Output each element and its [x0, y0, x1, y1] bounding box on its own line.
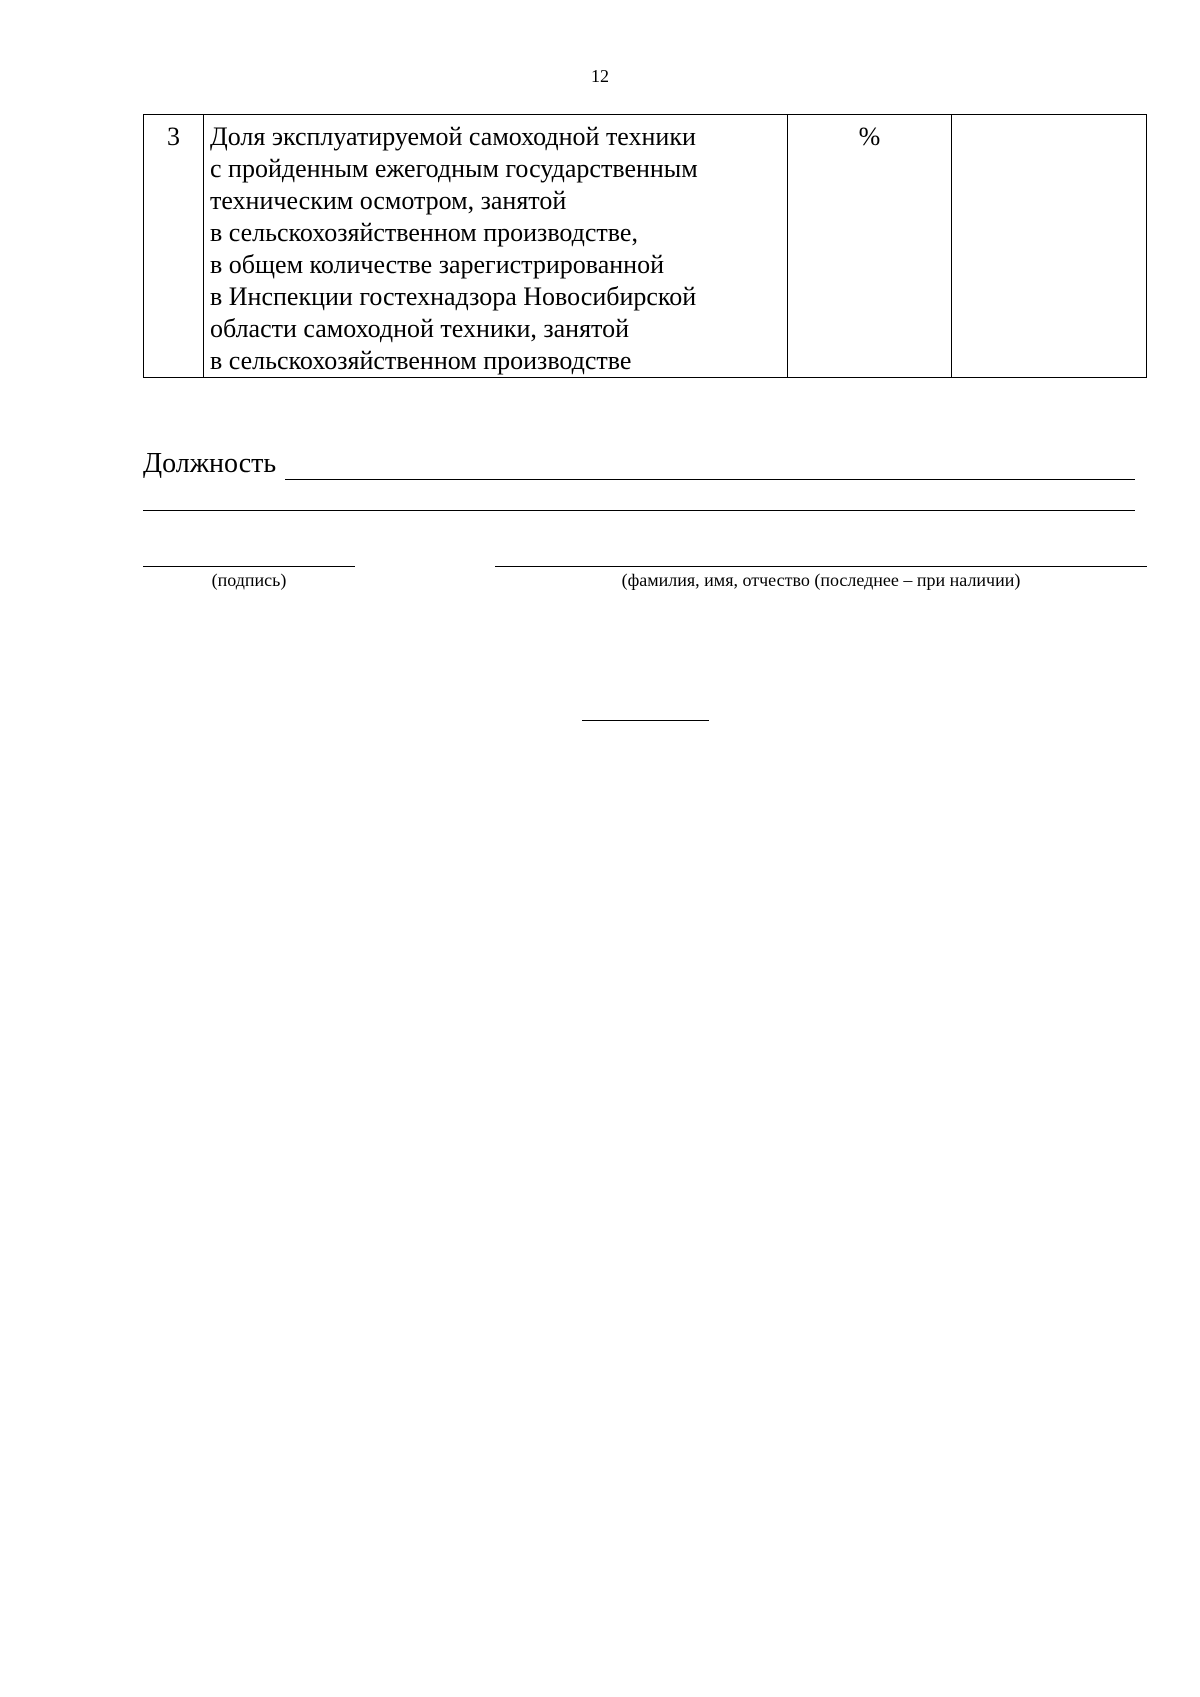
page-number: 12	[591, 66, 609, 86]
description-line: в сельскохозяйственном производстве	[210, 346, 632, 375]
description-line: с пройденным ежегодным государственным	[210, 154, 698, 183]
end-of-document-rule	[582, 720, 709, 721]
description-line: в общем количестве зарегистрированной	[210, 250, 664, 279]
description-line: в сельскохозяйственном производстве,	[210, 218, 638, 247]
signature-underline	[143, 566, 355, 567]
description-line: Доля эксплуатируемой самоходной техники	[210, 122, 696, 151]
description-line: области самоходной техники, занятой	[210, 314, 629, 343]
row-number: 3	[144, 115, 204, 378]
indicator-table	[143, 114, 1147, 378]
description-line: техническим осмотром, занятой	[210, 186, 567, 215]
position-label: Должность	[143, 448, 277, 479]
signature-caption: (подпись)	[211, 570, 287, 590]
position-underline-continued	[143, 510, 1135, 511]
row-value	[952, 115, 1147, 378]
fullname-underline	[495, 566, 1147, 567]
position-underline	[285, 479, 1135, 480]
row-description	[204, 115, 788, 378]
fullname-caption: (фамилия, имя, отчество (последнее – при наличии)	[621, 570, 1021, 590]
table-row	[144, 115, 1147, 378]
position-field	[143, 446, 1135, 486]
description-line: в Инспекции гостехнадзора Новосибирской	[210, 282, 697, 311]
row-unit: %	[788, 115, 952, 378]
